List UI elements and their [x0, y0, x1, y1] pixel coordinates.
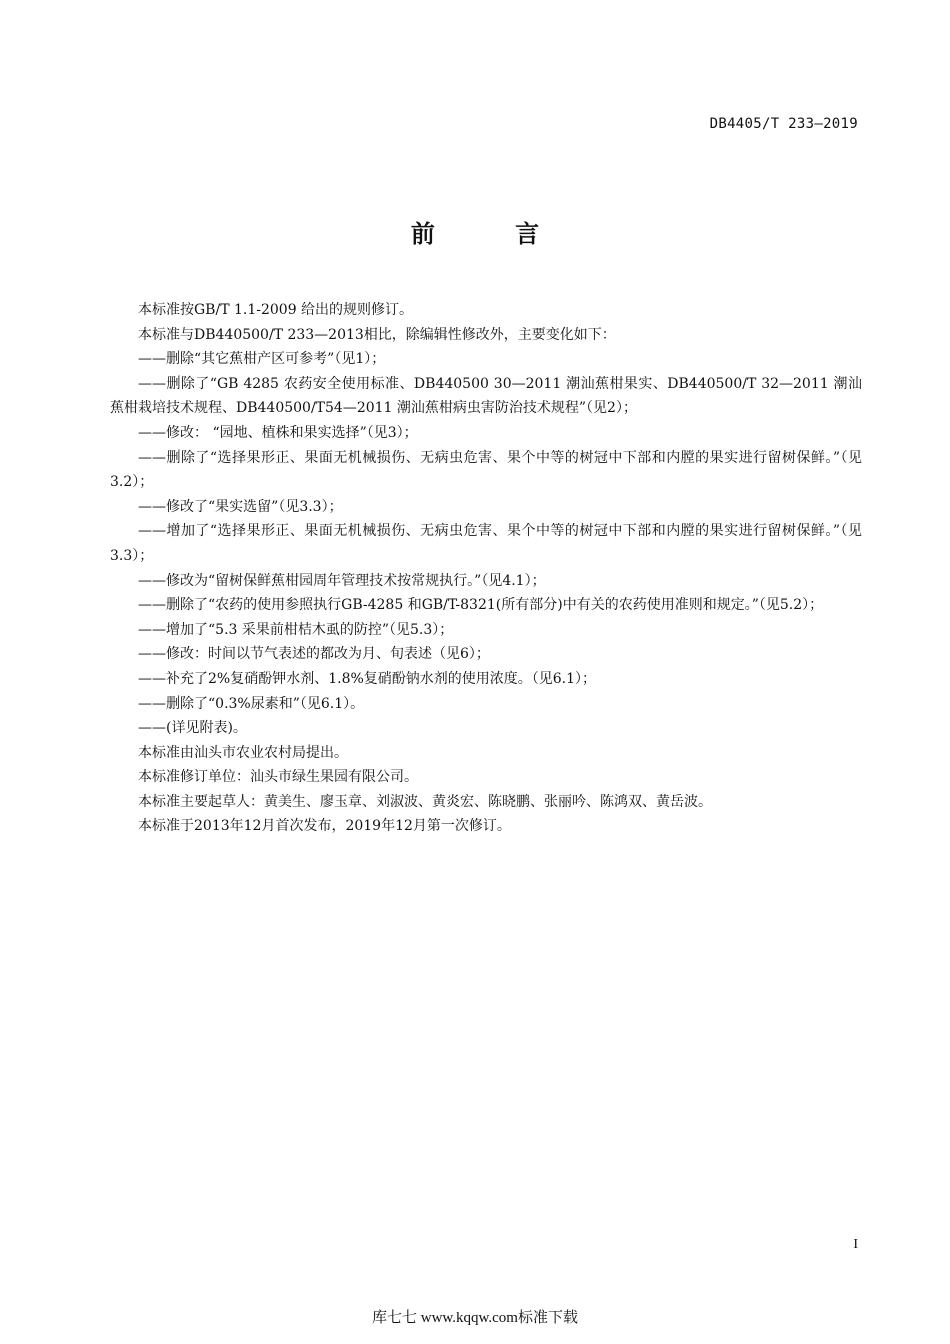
- paragraph: 本标准修订单位：汕头市绿生果园有限公司。: [138, 769, 418, 786]
- document-code: DB4405/T 233—2019: [709, 116, 858, 132]
- paragraph: ——删除了“0.3%尿素和”（见6.1）。: [138, 695, 365, 712]
- page-number: I: [853, 1237, 858, 1252]
- paragraph: ——(详见附表)。: [138, 720, 247, 737]
- paragraph: 本标准由汕头市农业农村局提出。: [138, 744, 348, 761]
- footer-watermark: 库七七 www.kqqw.com标准下载: [372, 1310, 578, 1326]
- paragraph: ——修改：时间以节气表述的都改为月、旬表述（见6）；: [138, 646, 490, 663]
- paragraph: 本标准按GB/T 1.1-2009 给出的规则修订。: [138, 302, 414, 318]
- paragraph: 本标准主要起草人：黄美生、廖玉章、刘淑波、黄炎宏、陈晓鹏、张丽吟、陈鸿双、黄岳波。: [138, 793, 712, 810]
- paragraph: ——修改为“留树保鲜蕉柑园周年管理技术按常规执行。”（见4.1）；: [138, 572, 546, 589]
- paragraph: ——删除了“农药的使用参照执行GB-4285 和GB/T-8321(所有部分)中有关的农药使用准则和规定。”（见5.2）；: [138, 597, 824, 614]
- paragraph: ——修改： “园地、植株和果实选择”（见3）；: [138, 424, 418, 441]
- paragraph: ——删除了“GB 4285 农药安全使用标准、DB440500 30—2011 潮汕蕉柑果实、DB440500/T 32—2011 潮汕蕉柑栽培技术规程、DB440500/T54—2011 潮汕蕉柑病虫害防治技术规程”（见2）；: [110, 375, 862, 417]
- paragraph: ——增加了“5.3 采果前柑桔木虱的防控”（见5.3）；: [138, 621, 454, 638]
- paragraph: 本标准与DB440500/T 233—2013相比，除编辑性修改外，主要变化如下：: [138, 326, 616, 343]
- paragraph: ——删除了“选择果形正、果面无机械损伤、无病虫危害、果个中等的树冠中下部和内膛的果实进行留树保鲜。”（见3.2）；: [110, 449, 862, 491]
- paragraph: ——删除“其它蕉柑产区可参考”（见1）；: [138, 351, 386, 368]
- paragraph: ——修改了“果实选留”（见3.3）；: [138, 498, 343, 515]
- body-text: [110, 298, 862, 839]
- page-title: 前 言: [410, 220, 576, 248]
- paragraph: ——补充了2%复硝酚钾水剂、1.8%复硝酚钠水剂的使用浓度。（见6.1）；: [138, 670, 597, 687]
- paragraph: 本标准于2013年12月首次发布，2019年12月第一次修订。: [138, 818, 511, 835]
- paragraph: ——增加了“选择果形正、果面无机械损伤、无病虫危害、果个中等的树冠中下部和内膛的果实进行留树保鲜。”（见3.3）；: [110, 523, 862, 564]
